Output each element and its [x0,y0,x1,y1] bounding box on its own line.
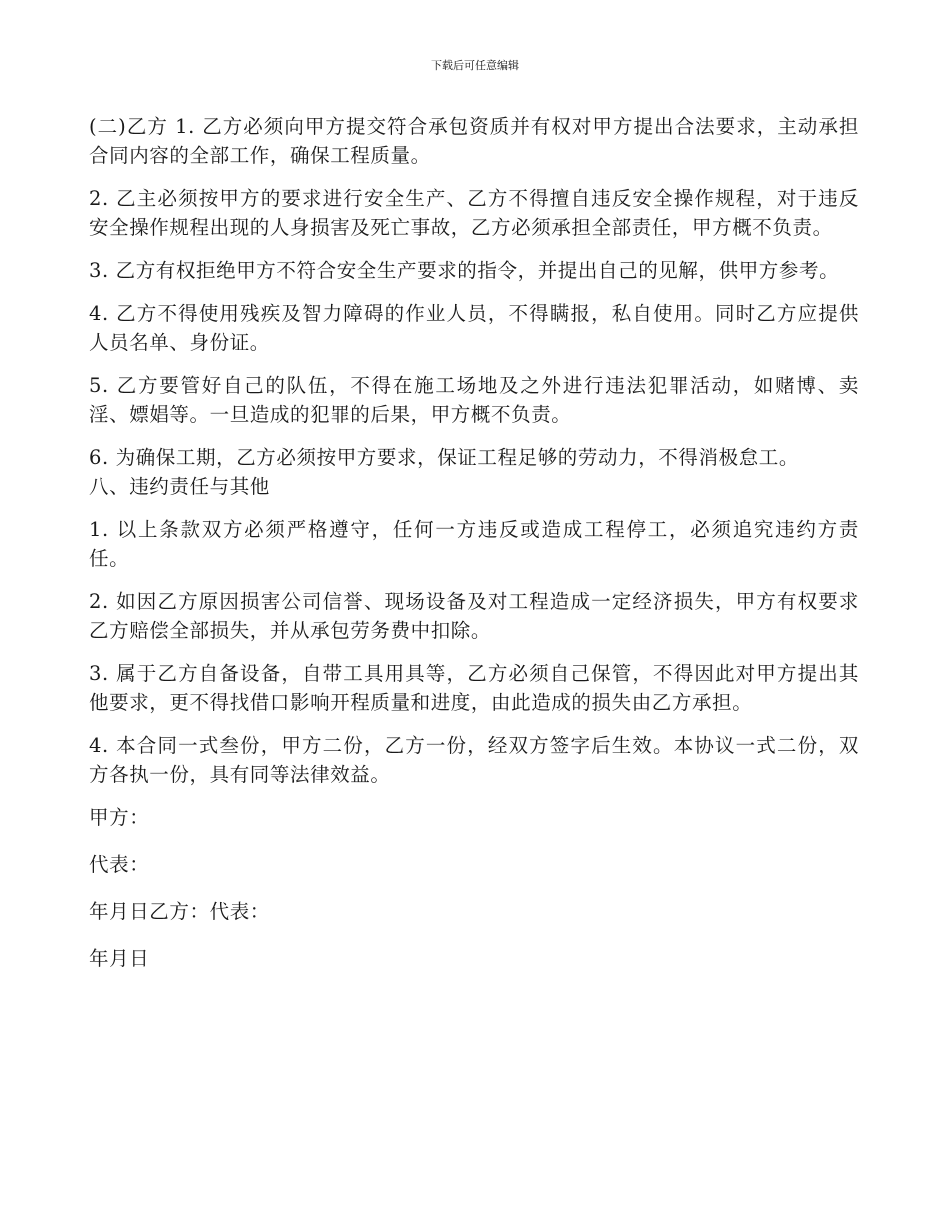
clause-b-4: 4. 乙方不得使用残疾及智力障碍的作业人员，不得瞒报，私自使用。同时乙方应提供人员名单、身份证。 [89,302,859,354]
clause-8-1: 1. 以上条款双方必须严格遵守，任何一方违反或造成工程停工，必须追究违约方责任。 [89,518,859,570]
clause-b-5: 5. 乙方要管好自己的队伍，不得在施工场地及之外进行违法犯罪活动，如赌博、卖淫、嫖娼等。一旦造成的犯罪的后果，甲方概不负责。 [89,374,859,426]
clause-8-3: 3. 属于乙方自备设备，自带工具用具等，乙方必须自己保管，不得因此对甲方提出其他要求，更不得找借口影响开程质量和进度，由此造成的损失由乙方承担。 [89,662,859,714]
clause-8-2: 2. 如因乙方原因损害公司信誉、现场设备及对工程造成一定经济损失，甲方有权要求乙方赔偿全部损失，并从承包劳务费中扣除。 [89,590,859,642]
signature-party-a: 甲方： [89,806,150,829]
document-body [89,112,859,991]
page-header: 下载后可任意编辑 [431,59,519,72]
signature-date-b: 年月日 [89,947,150,970]
section-heading-8: 八、违约责任与其他 [89,475,270,498]
clause-b-6: 6. 为确保工期，乙方必须按甲方要求，保证工程足够的劳动力，不得消极怠工。 [89,446,800,469]
signature-rep-a: 代表： [89,853,150,876]
clause-party-b-intro: (二)乙方 1. 乙方必须向甲方提交符合承包资质并有权对甲方提出合法要求，主动承担合同内容的全部工作，确保工程质量。 [89,115,859,167]
signature-date-party-b: 年月日乙方：代表： [89,900,270,923]
clause-8-4: 4. 本合同一式叁份，甲方二份，乙方一份，经双方签字后生效。本协议一式二份，双方各执一份，具有同等法律效益。 [89,734,859,786]
clause-b-3: 3. 乙方有权拒绝甲方不符合安全生产要求的指令，并提出自己的见解，供甲方参考。 [89,259,840,282]
clause-b-2: 2. 乙主必须按甲方的要求进行安全生产、乙方不得擅自违反安全操作规程，对于违反安全操作规程出现的人身损害及死亡事故，乙方必须承担全部责任，甲方概不负责。 [89,187,859,239]
